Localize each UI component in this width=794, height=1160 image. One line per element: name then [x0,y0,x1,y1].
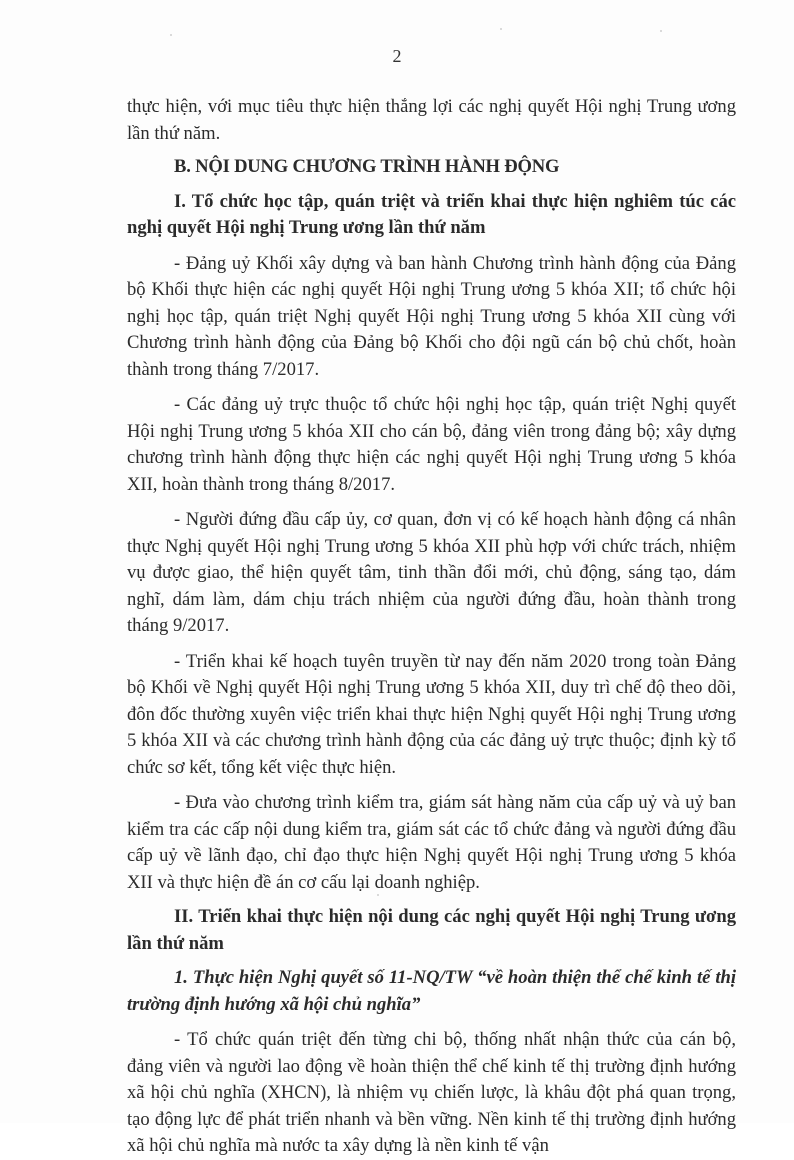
page-number: 2 [392,46,402,66]
section-ii-heading: II. Triển khai thực hiện nội dung các nghị quyết Hội nghị Trung ương lần thứ năm [127,906,736,954]
subsection-1-heading: 1. Thực hiện Nghị quyết số 11-NQ/TW “về hoàn thiện thể chế kinh tế thị trường định hướng xã hội chủ nghĩa” [127,967,736,1015]
section-i-item: - Các đảng uỷ trực thuộc tổ chức hội nghị học tập, quán triệt Nghị quyết Hội nghị Trung ương 5 khóa XII cho cán bộ, đảng viên trong đảng bộ; xây dựng chương trình hành động thực hiện các nghị quyết Hội nghị Trung ương 5 khóa XII, hoàn thành trong tháng 8/2017. [127,394,736,495]
section-ii-item: - Tổ chức quán triệt đến từng chi bộ, thống nhất nhận thức của cán bộ, đảng viên và người lao động về hoàn thiện thể chế kinh tế thị trường định hướng xã hội chủ nghĩa (XHCN), là nhiệm vụ chiến lược, là khâu đột phá quan trọng, tạo động lực để phát triển nhanh và bền vững. Nền kinh tế thị trường định hướng xã hội chủ nghĩa mà nước ta xây dựng là nền kinh tế vận [127,1029,736,1156]
document-body [127,94,736,1160]
scan-speck [660,30,662,32]
section-b-heading: B. NỘI DUNG CHƯƠNG TRÌNH HÀNH ĐỘNG [174,156,560,177]
scan-speck [170,34,172,36]
section-i-item: - Triển khai kế hoạch tuyên truyền từ nay đến năm 2020 trong toàn Đảng bộ Khối về Nghị quyết Hội nghị Trung ương 5 khóa XII, duy trì chế độ theo dõi, đôn đốc thường xuyên việc triển khai thực hiện Nghị quyết Hội nghị Trung ương 5 khóa XII và các chương trình hành động của các đảng uỷ trực thuộc; định kỳ tổ chức sơ kết, tổng kết việc thực hiện. [127,650,736,778]
section-i-item: - Đưa vào chương trình kiểm tra, giám sát hàng năm của cấp uỷ và uỷ ban kiểm tra các cấp nội dung kiểm tra, giám sát các tổ chức đảng và người đứng đầu cấp uỷ về lãnh đạo, chỉ đạo thực hiện Nghị quyết Hội nghị Trung ương 5 khóa XII và thực hiện đề án cơ cấu lại doanh nghiệp. [127,792,736,893]
section-i-heading: I. Tổ chức học tập, quán triệt và triển khai thực hiện nghiêm túc các nghị quyết Hội nghị Trung ương lần thứ năm [127,190,736,238]
section-i-item: - Người đứng đầu cấp ủy, cơ quan, đơn vị có kế hoạch hành động cá nhân thực Nghị quyết Hội nghị Trung ương 5 khóa XII phù hợp với chức trách, nhiệm vụ được giao, thể hiện quyết tâm, tinh thần đổi mới, chủ động, sáng tạo, dám nghĩ, dám làm, dám chịu trách nhiệm của người đứng đầu, hoàn thành trong tháng 9/2017. [127,509,736,636]
section-i-item: - Đảng uỷ Khối xây dựng và ban hành Chương trình hành động của Đảng bộ Khối thực hiện các nghị quyết Hội nghị Trung ương 5 khóa XII; tổ chức hội nghị học tập, quán triệt Nghị quyết Hội nghị Trung ương 5 khóa XII cùng với Chương trình hành động của Đảng bộ Khối cho đội ngũ cán bộ chủ chốt, hoàn thành trong tháng 7/2017. [127,252,736,380]
scan-speck [500,28,502,30]
intro-continuation: thực hiện, với mục tiêu thực hiện thắng lợi các nghị quyết Hội nghị Trung ương lần thứ năm. [127,96,736,144]
